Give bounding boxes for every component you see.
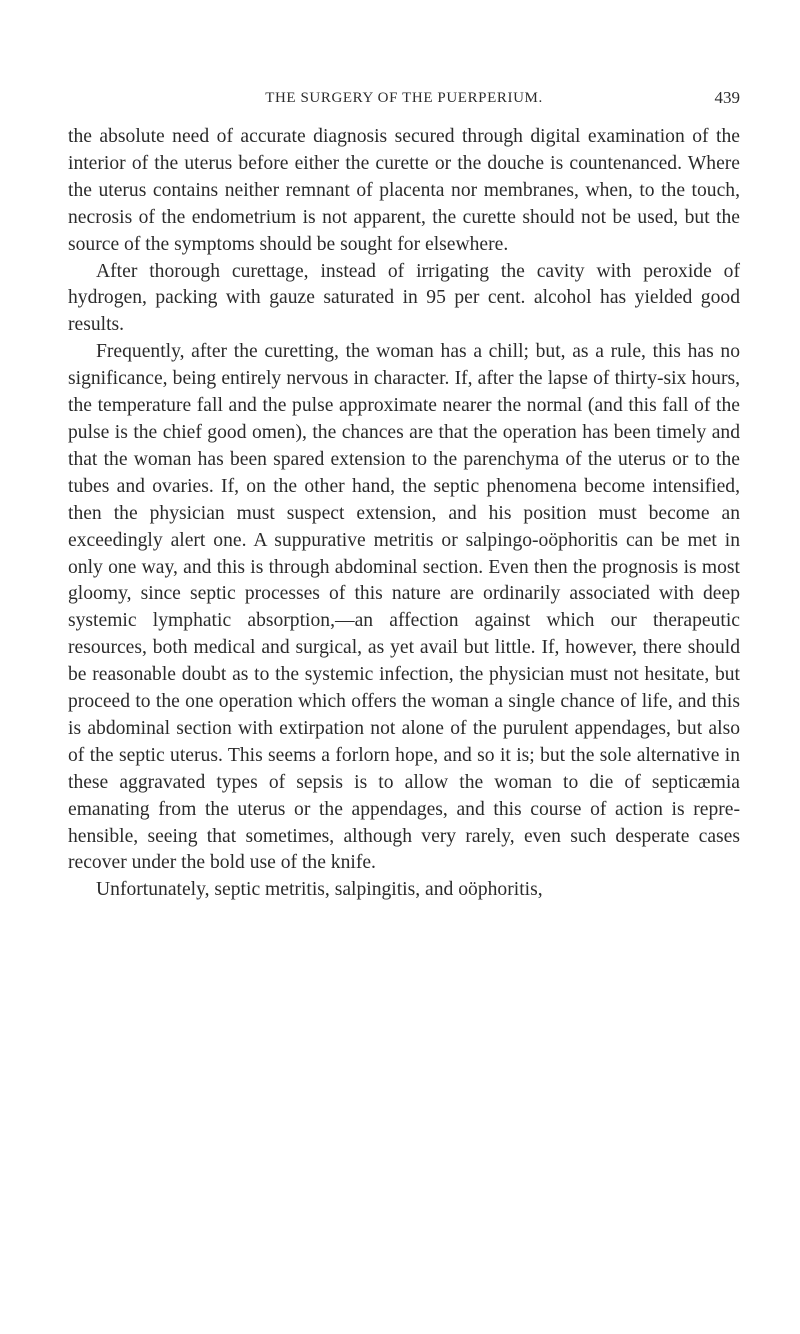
paragraph: After thorough curettage, instead of irrigating the cavity with peroxide of hydrogen, packing with gauze saturated in 95 per cent. alcohol has yielded good results.: [68, 260, 740, 336]
paragraph: Frequently, after the curetting, the woman has a chill; but, as a rule, this has no significance, being entirely nervous in character. If, after the lapse of thirty-six hours, the temperature fall and the pulse approximate nearer the normal (and this fall of the pulse is the chief good omen), the chances are that the operation has been timely and that the woman has been spared extension to the parenchyma of the uterus or to the tubes and ovaries. If, on the other hand, the septic phenomena become intensified, then the physician must suspect extension, and his position must become an exceedingly alert one. A suppurative metritis or salpingo-oöphoritis can be met in only one way, and this is through abdominal section. Even then the prognosis is most gloomy, since septic processes of this nature are ordinarily associated with deep systemic lymphatic absorption,—an affection against which our therapeutic resources, both medical and surgical, as yet avail but little. If, however, there should be reasonable doubt as to the systemic infection, the physician must not hesitate, but proceed to the one operation which offers the woman a single chance of life, and this is abdominal section with extirpation not alone of the purulent appendages, but also of the septic uterus. This seems a forlorn hope, and so it is; but the sole alternative in these aggravated types of sepsis is to allow the woman to die of septicæmia emanating from the uterus or the appendages, and this course of action is reprehensible, seeing that sometimes, although very rarely, even such desperate cases recover under the bold use of the knife.: [68, 341, 740, 874]
running-title: THE SURGERY OF THE PUERPERIUM.: [265, 90, 543, 106]
paragraph: Unfortunately, septic metritis, salpingitis, and oöphoritis,: [96, 879, 543, 901]
page-number: 439: [714, 88, 740, 107]
body-text: [68, 124, 740, 904]
book-page: [68, 88, 740, 904]
paragraph-continued: the absolute need of accurate diagnosis secured through digital examination of the interior of the uterus before either the curette or the douche is countenanced. Where the uterus contains neither remnant of placenta nor membranes, when, to the touch, necrosis of the endometrium is not apparent, the curette should not be used, but the source of the symptoms should be sought for elsewhere.: [68, 126, 740, 255]
running-head: [68, 88, 740, 116]
